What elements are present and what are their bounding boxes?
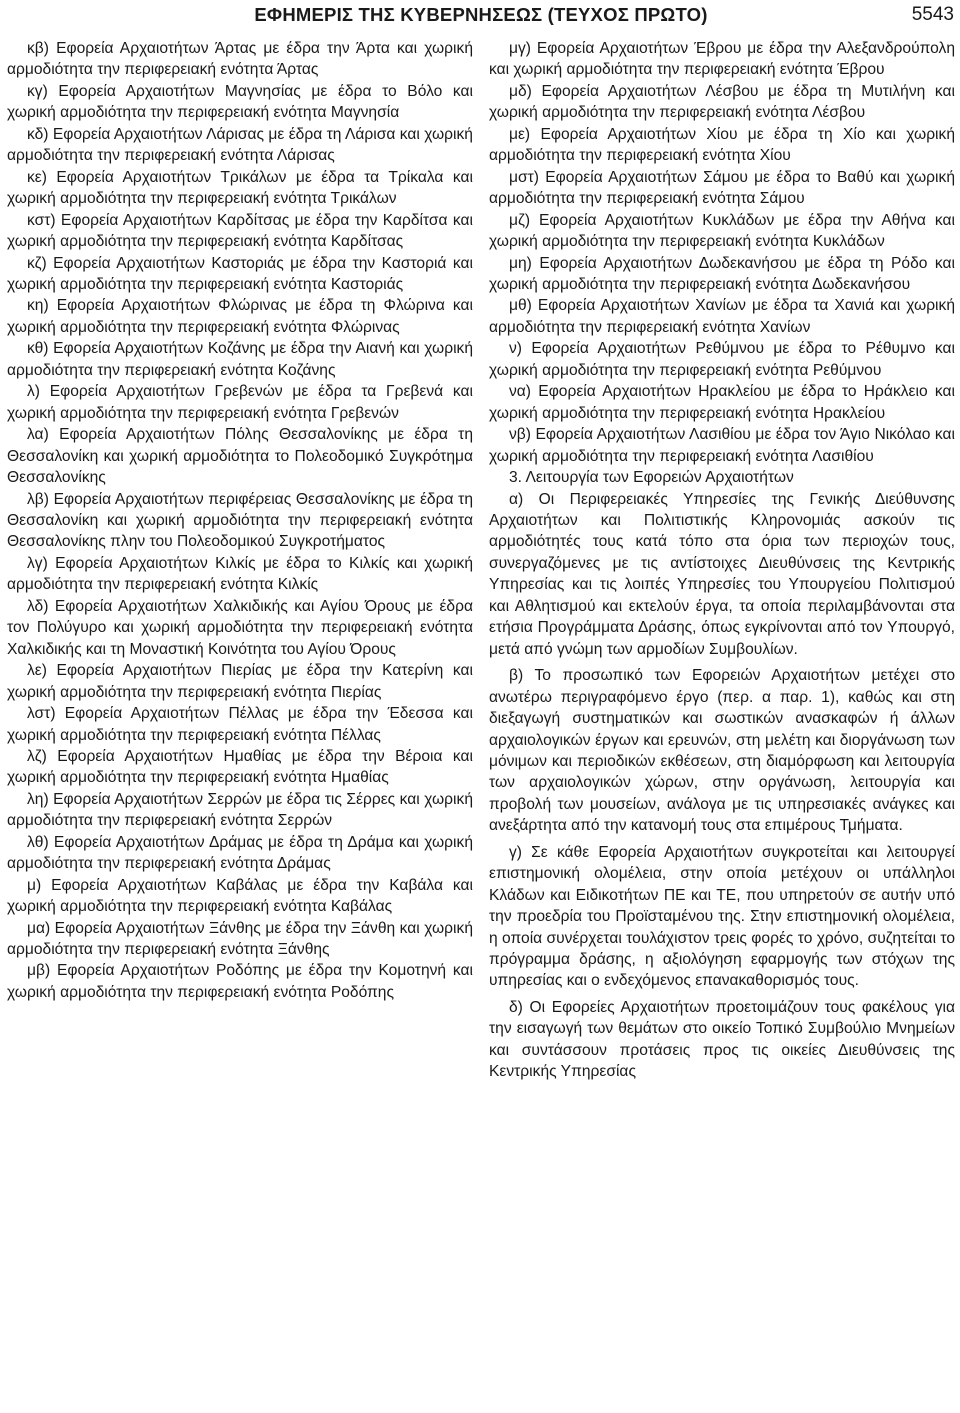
right-paragraph: γ) Σε κάθε Εφορεία Αρχαιοτήτων συγκροτείται και λειτουργεί επιστημονική ολομέλεια, στην οποία μετέχουν οι υπάλληλοι Κλάδων και Ειδικοτήτων ΠΕ και ΤΕ, που υπηρετούν σε αυτήν υπό την προεδρία του Προϊσταμένου της. Στην επιστημονική ολομέλεια, η οποία συνέρχεται τουλάχιστον τρεις φορές το χρόνο, συζητείται το πρόγραμμα δράσης, η αξιολόγηση εφαρμογής των στόχων της υπηρεσίας και ο ενδεχόμενος επανακαθορισμός τους. [489, 843, 955, 990]
left-paragraph: κβ) Εφορεία Αρχαιοτήτων Άρτας με έδρα την Άρτα και χωρική αρμοδιότητα την περιφερειακή ενότητα Άρτας [7, 40, 473, 79]
right-paragraph: μζ) Εφορεία Αρχαιοτήτων Κυκλάδων με έδρα την Αθήνα και χωρική αρμοδιότητα την περιφερειακή ενότητα Κυκλάδων [489, 211, 955, 251]
left-paragraph: κστ) Εφορεία Αρχαιοτήτων Καρδίτσας με έδρα την Καρδίτσα και χωρική αρμοδιότητα την περιφερειακή ενότητα Καρδίτσας [7, 211, 473, 251]
left-paragraph: κθ) Εφορεία Αρχαιοτήτων Κοζάνης με έδρα την Αιανή και χωρική αρμοδιότητα την περιφερειακή ενότητα Κοζάνης [7, 340, 473, 379]
left-paragraph: κζ) Εφορεία Αρχαιοτήτων Καστοριάς με έδρα την Καστοριά και χωρική αρμοδιότητα την περιφερειακή ενότητα Καστοριάς [7, 254, 473, 293]
right-paragraph: α) Οι Περιφερειακές Υπηρεσίες της Γενικής Διεύθυνσης Αρχαιοτήτων και Πολιτιστικής Κληρονομιάς ασκούν τις αρμοδιότητές τους κατά τόπο στα όρια των περιοχών τους, συνεργαζόμενες με τις αντίστοιχες Διευθύνσεις της Κεντρικής Υπηρεσίας και τις λοιπές Υπηρεσίες του Υπουργείου Πολιτισμού και Αθλητισμού και εκτελούν έργα, τα οποία περιλαμβάνονται στα ετήσια Προγράμματα Δράσης, όπως εγκρίνονται από τον Υπουργό, μετά από γνώμη των αρμοδίων Συμβουλίων. [489, 490, 955, 658]
right-paragraph: με) Εφορεία Αρχαιοτήτων Χίου με έδρα τη Χίο και χωρική αρμοδιότητα την περιφερειακή ενότητα Χίου [489, 125, 955, 165]
right-paragraph: μδ) Εφορεία Αρχαιοτήτων Λέσβου με έδρα τη Μυτιλήνη και χωρική αρμοδιότητα την περιφερειακή ενότητα Λέσβου [489, 82, 955, 122]
right-paragraph: ν) Εφορεία Αρχαιοτήτων Ρεθύμνου με έδρα το Ρέθυμνο και χωρική αρμοδιότητα την περιφερειακή ενότητα Ρεθύμνου [489, 340, 955, 379]
right-paragraph: β) Το προσωπικό των Εφορειών Αρχαιοτήτων μετέχει στο ανωτέρω περιγραφόμενο έργο (περ. α παρ. 1), καθώς και στη διεξαγωγή συστηματικών και σωστικών ανασκαφών ή άλλων αρχαιολογικών έργων και ερευνών, στη μελέτη και διοργάνωση των μόνιμων και περιοδικών εκθέσεων, στη διαμόρφωση και λειτουργία των αρχαιολογικών χώρων, στην οργάνωση, λειτουργία και προβολή των μουσείων, ανάλογα με τις υπηρεσιακές ανάγκες και ανεξάρτητα από την κατανομή τους στα επιμέρους Τμήματα. [489, 667, 955, 835]
right-paragraph: μη) Εφορεία Αρχαιοτήτων Δωδεκανήσου με έδρα τη Ρόδο και χωρική αρμοδιότητα την περιφερειακή ενότητα Δωδεκανήσου [489, 254, 955, 293]
left-paragraph: λ) Εφορεία Αρχαιοτήτων Γρεβενών με έδρα τα Γρεβενά και χωρική αρμοδιότητα την περιφερειακή ενότητα Γρεβενών [7, 383, 473, 422]
gazette-title: ΕΦΗΜΕΡΙΣ ΤΗΣ ΚΥΒΕΡΝΗΣΕΩΣ (ΤΕΥΧΟΣ ΠΡΩΤΟ) [254, 4, 708, 25]
left-paragraph: μβ) Εφορεία Αρχαιοτήτων Ροδόπης με έδρα την Κομοτηνή και χωρική αρμοδιότητα την περιφερειακή ενότητα Ροδόπης [7, 962, 473, 1001]
left-paragraph: λε) Εφορεία Αρχαιοτήτων Πιερίας με έδρα την Κατερίνη και χωρική αρμοδιότητα την περιφερειακή ενότητα Πιερίας [7, 662, 473, 701]
left-paragraph: λγ) Εφορεία Αρχαιοτήτων Κιλκίς με έδρα το Κιλκίς και χωρική αρμοδιότητα την περιφερειακή ενότητα Κιλκίς [7, 554, 473, 594]
left-paragraph: λζ) Εφορεία Αρχαιοτήτων Ημαθίας με έδρα την Βέροια και χωρική αρμοδιότητα την περιφερειακή ενότητα Ημαθίας [7, 747, 473, 787]
left-paragraph: κε) Εφορεία Αρχαιοτήτων Τρικάλων με έδρα τα Τρίκαλα και χωρική αρμοδιότητα την περιφερειακή ενότητα Τρικάλων [7, 168, 473, 208]
right-paragraph: νβ) Εφορεία Αρχαιοτήτων Λασιθίου με έδρα τον Άγιο Νικόλαο και χωρική αρμοδιότητα την περιφερειακή ενότητα Λασιθίου [489, 426, 955, 465]
left-paragraph: κη) Εφορεία Αρχαιοτήτων Φλώρινας με έδρα τη Φλώρινα και χωρική αρμοδιότητα την περιφερειακή ενότητα Φλώρινας [7, 297, 473, 336]
left-paragraph: λστ) Εφορεία Αρχαιοτήτων Πέλλας με έδρα την Έδεσσα και χωρική αρμοδιότητα την περιφερειακή ενότητα Πέλλας [7, 705, 473, 744]
left-paragraph: λβ) Εφορεία Αρχαιοτήτων περιφέρειας Θεσσαλονίκης με έδρα τη Θεσσαλονίκη και χωρική αρμοδιότητα την περιφερειακή ενότητα Θεσσαλονίκης πλην του Πολεοδομικού Συγκροτήματος [7, 490, 473, 551]
left-paragraph: κδ) Εφορεία Αρχαιοτήτων Λάρισας με έδρα τη Λάρισα και χωρική αρμοδιότητα την περιφερειακή ενότητα Λάρισας [7, 125, 473, 165]
left-paragraph: λδ) Εφορεία Αρχαιοτήτων Χαλκιδικής και Αγίου Όρους με έδρα τον Πολύγυρο και χωρική αρμοδιότητα την περιφερειακή ενότητα Χαλκιδικής και τη Μοναστική Κοινότητα του Αγίου Όρους [7, 597, 473, 658]
left-paragraph: μα) Εφορεία Αρχαιοτήτων Ξάνθης με έδρα την Ξάνθη και χωρική αρμοδιότητα την περιφερειακή ενότητα Ξάνθης [7, 919, 473, 959]
left-column [7, 38, 473, 1003]
left-paragraph: μ) Εφορεία Αρχαιοτήτων Καβάλας με έδρα την Καβάλα και χωρική αρμοδιότητα την περιφερειακή ενότητα Καβάλας [7, 876, 473, 916]
right-column [489, 38, 955, 1083]
right-paragraph: να) Εφορεία Αρχαιοτήτων Ηρακλείου με έδρα το Ηράκλειο και χωρική αρμοδιότητα την περιφερειακή ενότητα Ηρακλείου [489, 383, 955, 422]
page-header [8, 0, 954, 30]
right-paragraph: μθ) Εφορεία Αρχαιοτήτων Χανίων με έδρα τα Χανιά και χωρική αρμοδιότητα την περιφερειακή ενότητα Χανίων [489, 297, 955, 336]
page-number: 5543 [911, 4, 954, 25]
right-paragraph: μγ) Εφορεία Αρχαιοτήτων Έβρου με έδρα την Αλεξανδρούπολη και χωρική αρμοδιότητα την περιφερειακή ενότητα Έβρου [489, 40, 955, 79]
left-paragraph: λθ) Εφορεία Αρχαιοτήτων Δράμας με έδρα τη Δράμα και χωρική αρμοδιότητα την περιφερειακή ενότητα Δράμας [7, 833, 473, 873]
left-paragraph: κγ) Εφορεία Αρχαιοτήτων Μαγνησίας με έδρα το Βόλο και χωρική αρμοδιότητα την περιφερειακή ενότητα Μαγνησία [7, 82, 473, 122]
right-paragraph: μστ) Εφορεία Αρχαιοτήτων Σάμου με έδρα το Βαθύ και χωρική αρμοδιότητα την περιφερειακή ενότητα Σάμου [489, 168, 955, 208]
left-paragraph: λα) Εφορεία Αρχαιοτήτων Πόλης Θεσσαλονίκης με έδρα τη Θεσσαλονίκη και χωρική αρμοδιότητα το Πολεοδομικό Συγκρότημα Θεσσαλονίκης [7, 426, 473, 487]
right-paragraph: δ) Οι Εφορείες Αρχαιοτήτων προετοιμάζουν τους φακέλους για την εισαγωγή των θεμάτων στο οικείο Τοπικό Συμβούλιο Μνημείων και συντάσσουν προτάσεις προς τις οικείες Διευθύνσεις της Κεντρικής Υπηρεσίας [489, 998, 955, 1081]
left-paragraph: λη) Εφορεία Αρχαιοτήτων Σερρών με έδρα τις Σέρρες και χωρική αρμοδιότητα την περιφερειακή ενότητα Σερρών [7, 790, 473, 830]
section-heading: 3. Λειτουργία των Εφορειών Αρχαιοτήτων [509, 469, 794, 487]
